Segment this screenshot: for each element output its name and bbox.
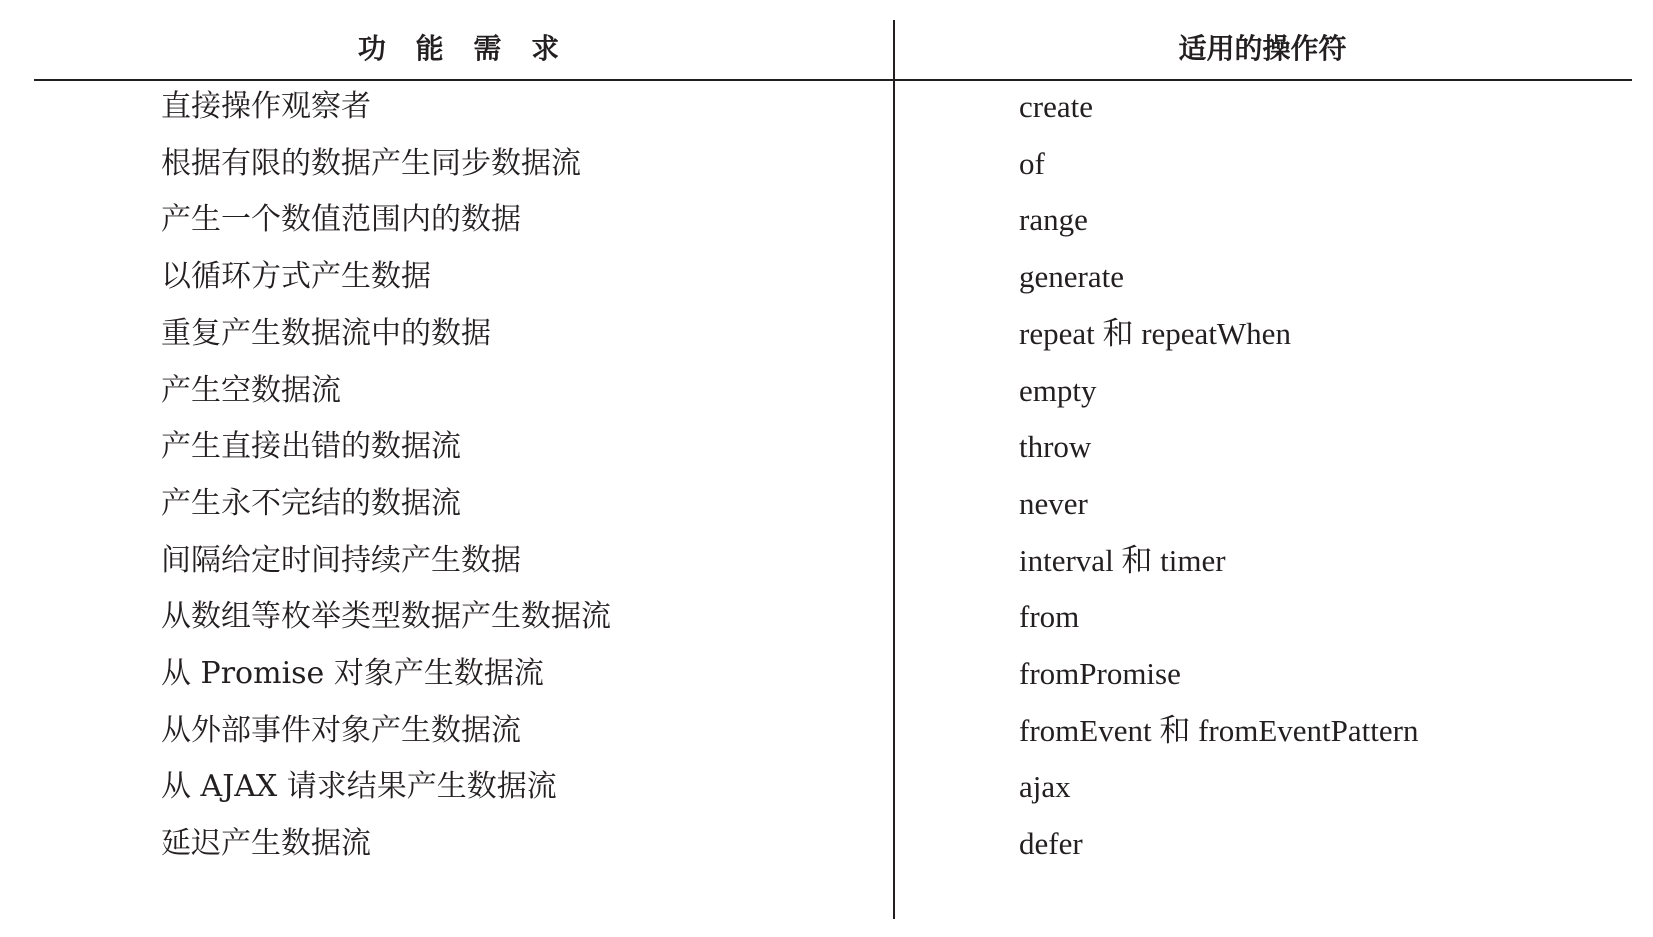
operator-cell: never bbox=[1019, 485, 1088, 521]
operator-cell: range bbox=[1019, 202, 1088, 238]
requirement-cell: 产生空数据流 bbox=[161, 372, 341, 408]
operator-cell: generate bbox=[1019, 259, 1124, 295]
operator-cell: fromEvent 和 fromEventPattern bbox=[1019, 712, 1419, 748]
requirement-cell: 根据有限的数据产生同步数据流 bbox=[161, 145, 581, 181]
operator-cell: of bbox=[1019, 145, 1045, 181]
requirement-cell: 以循环方式产生数据 bbox=[161, 259, 431, 295]
table-row bbox=[34, 134, 1632, 194]
table-row bbox=[34, 701, 1632, 761]
operator-cell: ajax bbox=[1019, 769, 1071, 805]
requirement-cell: 产生永不完结的数据流 bbox=[161, 485, 461, 521]
operator-column-header: 适用的操作符 bbox=[1178, 32, 1347, 65]
table-row bbox=[34, 190, 1632, 250]
table-row bbox=[34, 474, 1632, 534]
table-header-row bbox=[34, 20, 1632, 78]
requirement-column-header: 功 能 需 求 bbox=[357, 32, 570, 65]
table-row bbox=[34, 304, 1632, 364]
table-row bbox=[34, 417, 1632, 477]
operator-cell: fromPromise bbox=[1019, 656, 1181, 691]
operator-cell: repeat 和 repeatWhen bbox=[1019, 315, 1291, 351]
operator-cell: defer bbox=[1019, 826, 1083, 862]
table-row bbox=[34, 757, 1632, 817]
table-row bbox=[34, 644, 1632, 704]
requirement-cell: 间隔给定时间持续产生数据 bbox=[161, 542, 521, 578]
requirement-cell: 延迟产生数据流 bbox=[161, 826, 371, 862]
table-row bbox=[34, 531, 1632, 591]
requirement-cell: 重复产生数据流中的数据 bbox=[161, 315, 491, 351]
requirement-cell: 产生一个数值范围内的数据 bbox=[161, 202, 521, 238]
table-row bbox=[34, 77, 1632, 137]
table-row bbox=[34, 814, 1632, 874]
operator-cell: throw bbox=[1019, 429, 1092, 465]
table-row bbox=[34, 247, 1632, 307]
operator-cell: create bbox=[1019, 89, 1093, 124]
operator-cell: interval 和 timer bbox=[1019, 542, 1226, 578]
requirement-cell: 产生直接出错的数据流 bbox=[161, 429, 461, 465]
operator-cell: from bbox=[1019, 599, 1080, 635]
operator-cell: empty bbox=[1019, 372, 1097, 408]
table-row bbox=[34, 587, 1632, 647]
requirement-cell: 从外部事件对象产生数据流 bbox=[161, 712, 521, 748]
requirement-cell: 从 AJAX 请求结果产生数据流 bbox=[161, 769, 557, 805]
requirement-cell: 从数组等枚举类型数据产生数据流 bbox=[161, 599, 611, 635]
requirement-cell: 直接操作观察者 bbox=[161, 89, 371, 124]
requirement-cell: 从 Promise 对象产生数据流 bbox=[161, 656, 544, 691]
table-row bbox=[34, 361, 1632, 421]
